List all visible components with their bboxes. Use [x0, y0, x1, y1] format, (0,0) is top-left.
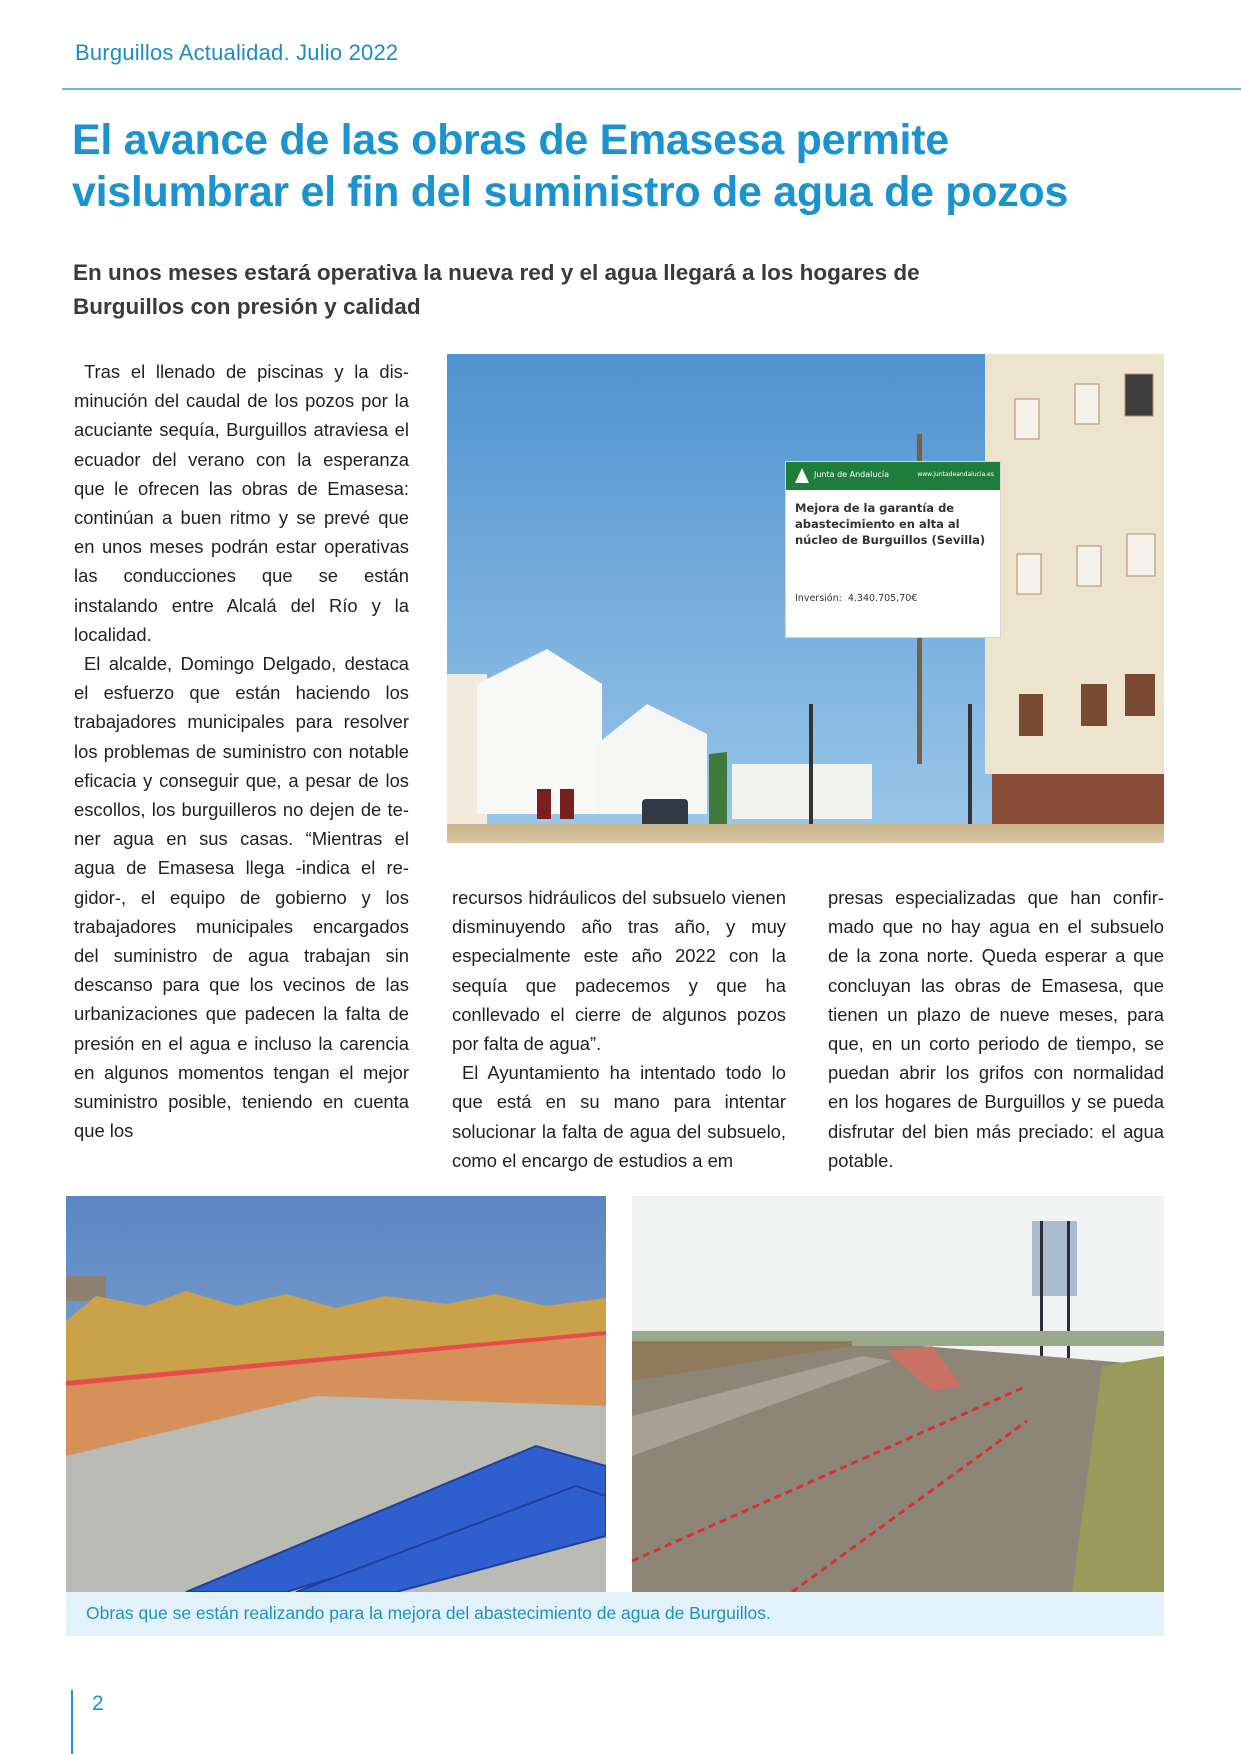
subtitle-line-2: Burguillos con presión y calidad — [73, 294, 421, 319]
sign-investment: Inversión: 4.340.705,70€ — [795, 593, 918, 604]
article-column-2 — [452, 883, 786, 1175]
header-divider — [62, 88, 1241, 90]
sign-line-3: núcleo de Burguillos (Sevilla) — [795, 533, 986, 547]
photo-trench-image — [632, 1196, 1164, 1592]
title-line-1: El avance de las obras de Emasesa permite — [72, 116, 949, 164]
publication-header: Burguillos Actualidad. Julio 2022 — [75, 40, 399, 65]
sign-line-1: Mejora de la garantía de — [795, 501, 955, 515]
sign-header — [786, 462, 1000, 490]
title-line-2: vislumbrar el fin del suministro de agua de pozos — [72, 168, 1069, 216]
paragraph: presas especializadas que han confirmado que no hay agua en el subsuelo de la zona norte. Queda esperar a que concluyan las obras de Emasesa, que tienen un plazo de nueve meses, para que, en un corto periodo de tiempo, se puedan abrir los grifos con normalidad en los hogares de Burguillos y se pueda disfrutar del bien más preciado: el agua potable. — [828, 887, 1164, 1171]
sign-title — [786, 490, 1000, 548]
paragraph: El alcalde, Domingo Delgado, destaca el esfuerzo que están haciendo los trabajadores municipales para resolver los problemas de suministro con notable eficacia y conseguir que, a pesar de los escollos, los burguilleros no dejen de tener agua en sus casas. “Mientras el agua de Emasesa llega -indica el regidor-, el equipo de gobierno y los trabajadores municipales encargados del suministro de agua trabajan sin descanso para que los vecinos de las urbanizaciones que padecen la falta de presión en el agua e incluso la carencia en algunos momentos tengan el mejor suministro posible, teniendo en cuenta que los — [74, 653, 409, 1142]
article-column-3 — [828, 883, 1164, 1175]
paragraph: recursos hidráulicos del subsuelo vienen disminuyendo año tras año, y muy especialmente este año 2022 con la sequía que padecemos y que ha conllevado el cierre de algunos pozos por falta de agua”. — [452, 887, 786, 1055]
sign-line-2: abastecimiento en alta al — [795, 517, 960, 531]
paragraph: El Ayuntamiento ha intentado todo lo que está en su mano para intentar solucionar la falta de agua del subsuelo, como el encargo de estudios a em — [452, 1062, 786, 1171]
article-subtitle — [73, 256, 1073, 324]
construction-sign — [786, 462, 1000, 637]
photo-trench — [632, 1196, 1164, 1592]
article-title — [72, 114, 1182, 218]
paragraph: Tras el llenado de piscinas y la disminución del caudal de los pozos por la acuciante sequía, Burguillos atraviesa el ecuador del verano con la esperanza que le ofrecen las obras de Emasesa: continúan a buen ritmo y se prevé que en unos meses podrán estar operativas las conducciones que se están instalando entre Alcalá del Río y la localidad. — [74, 361, 409, 645]
sign-url: www.juntadeandalucia.es — [917, 471, 994, 478]
page-number-rule — [71, 1690, 73, 1754]
photo-blue-pipes-image — [66, 1196, 606, 1592]
photo-caption-text: Obras que se están realizando para la mejora del abastecimiento de agua de Burguillos. — [86, 1603, 771, 1623]
sign-brand: Junta de Andalucía — [814, 470, 889, 479]
subtitle-line-1: En unos meses estará operativa la nueva red y el agua llegará a los hogares de — [73, 260, 920, 285]
photo-blue-pipes — [66, 1196, 606, 1592]
page-number: 2 — [92, 1692, 104, 1715]
junta-logo-icon — [795, 468, 809, 483]
photo-caption — [66, 1592, 1164, 1636]
article-column-1 — [74, 357, 409, 1145]
